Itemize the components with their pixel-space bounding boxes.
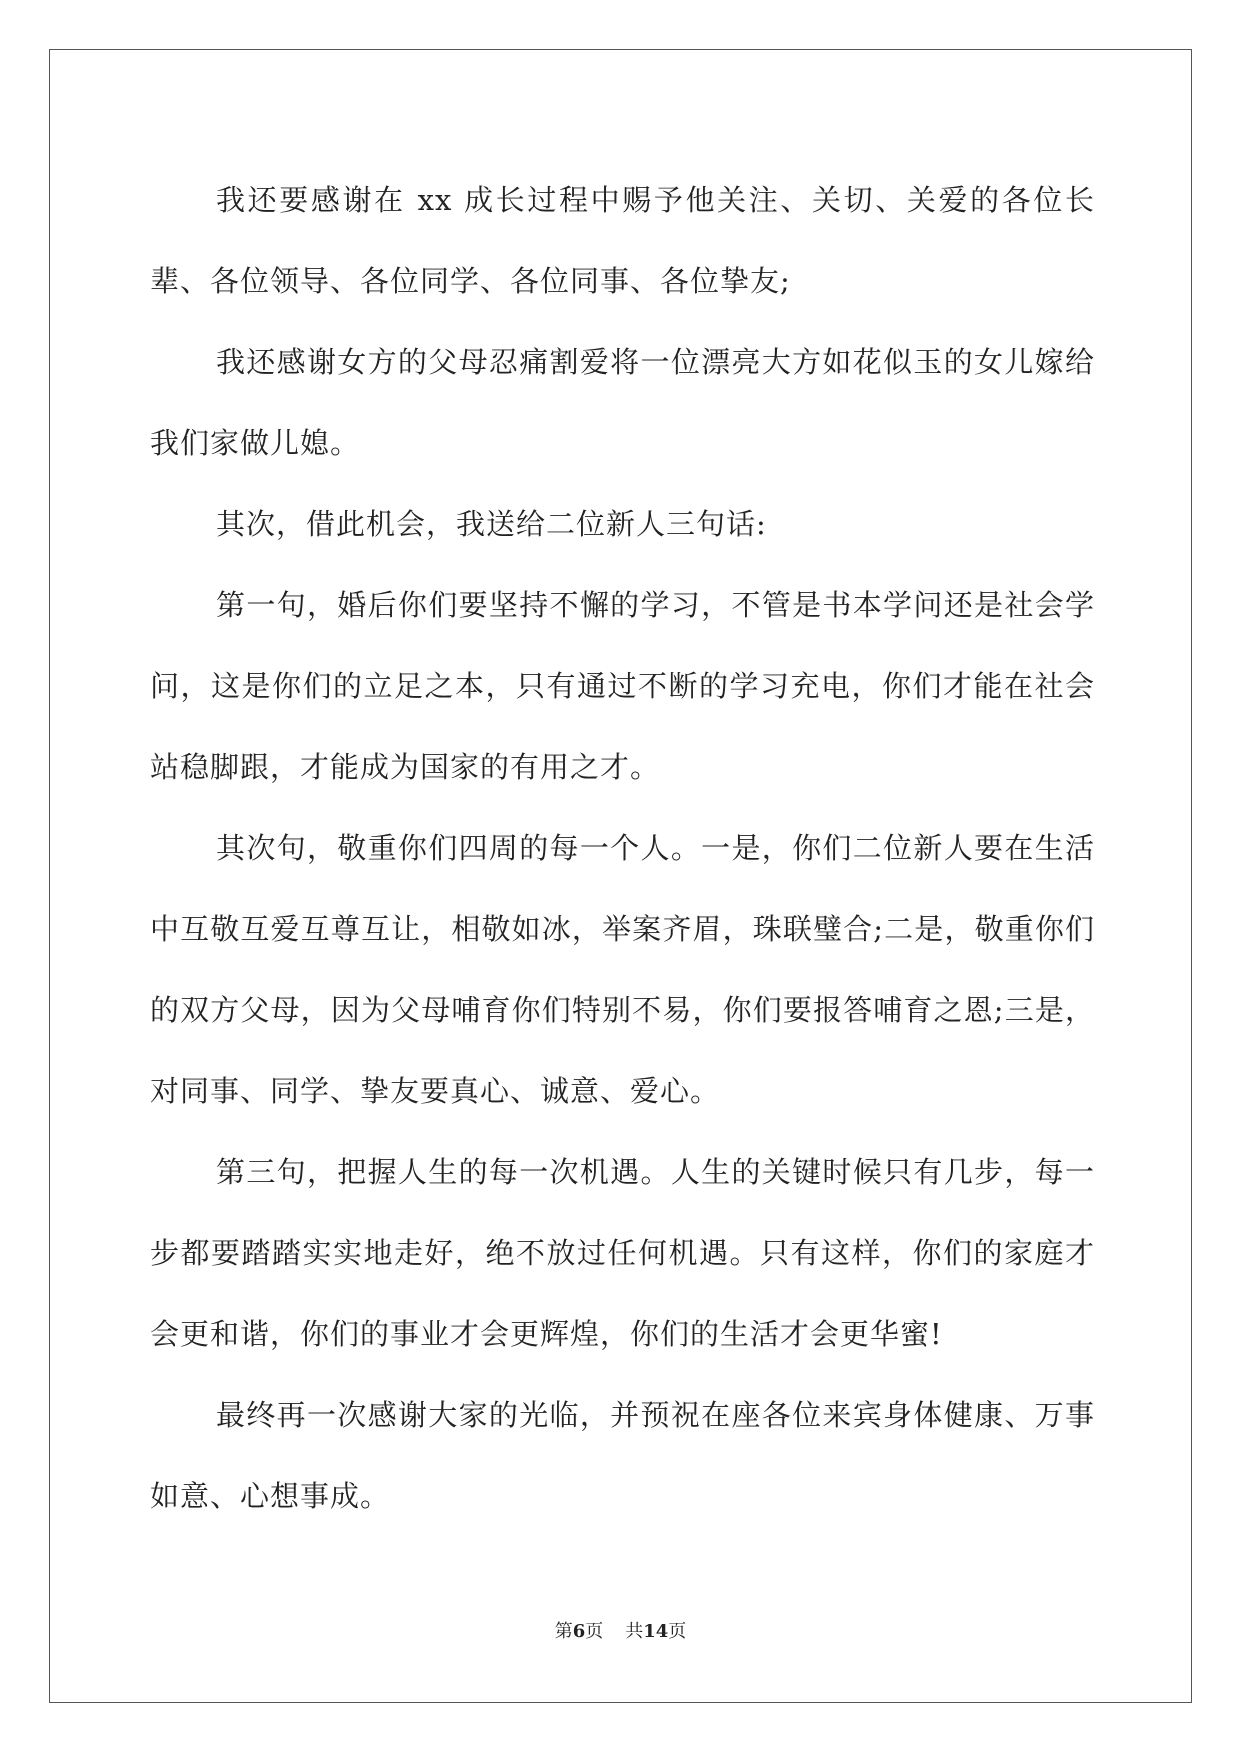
page-number: 6	[572, 1621, 586, 1642]
paragraph-third-sentence: 第三句，把握人生的每一次机遇。人生的关键时候只有几步，每一步都要踏踏实实地走好，绝不放过任何机遇。只有这样，你们的家庭才会更和谐，你们的事业才会更辉煌，你们的生活才会更华蜜!	[150, 1155, 1095, 1351]
page-footer	[0, 1617, 1241, 1643]
total-pages: 14	[643, 1621, 669, 1642]
total-prefix: 共	[625, 1621, 644, 1642]
paragraph-thanks-elders: 我还要感谢在 xx 成长过程中赐予他关注、关切、关爱的各位长辈、各位领导、各位同学、各位同事、各位挚友;	[150, 183, 1095, 298]
paragraph-first-sentence: 第一句，婚后你们要坚持不懈的学习，不管是书本学问还是社会学问，这是你们的立足之本，只有通过不断的学习充电，你们才能在社会站稳脚跟，才能成为国家的有用之才。	[150, 588, 1095, 784]
page-prefix: 第	[554, 1621, 573, 1642]
paragraph-closing: 最终再一次感谢大家的光临，并预祝在座各位来宾身体健康、万事如意、心想事成。	[150, 1398, 1095, 1513]
paragraph-second-sentence: 其次句，敬重你们四周的每一个人。一是，你们二位新人要在生活中互敬互爱互尊互让，相敬如冰，举案齐眉，珠联璧合;二是，敬重你们的双方父母，因为父母哺育你们特别不易，你们要报答哺育之恩;三是，对同事、同学、挚友要真心、诚意、爱心。	[150, 831, 1095, 1108]
paragraph-thanks-bride-parents: 我还感谢女方的父母忍痛割爱将一位漂亮大方如花似玉的女儿嫁给我们家做儿媳。	[150, 345, 1095, 460]
paragraph-three-sentences-intro: 其次，借此机会，我送给二位新人三句话:	[216, 507, 767, 541]
document-body	[150, 160, 1095, 1537]
total-suffix: 页	[668, 1621, 687, 1642]
page-suffix: 页	[585, 1621, 604, 1642]
